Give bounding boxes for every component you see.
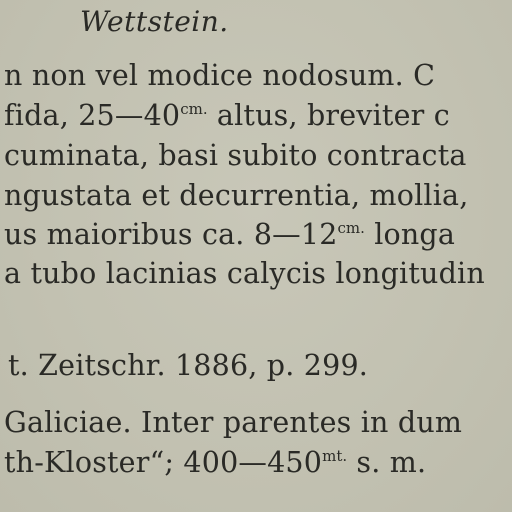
unit-superscript: cm. — [180, 100, 208, 118]
running-head-author: Wettstein. — [80, 5, 229, 38]
text-line-5 — [4, 218, 456, 251]
text-line-3: cuminata, basi subito contracta — [4, 139, 467, 172]
unit-superscript: mt. — [322, 447, 348, 465]
locality-line-2-main: th-Kloster“; 400—450 — [4, 446, 323, 479]
text-line-1: n non vel modice nodosum. C — [4, 59, 436, 92]
locality-line-2 — [4, 446, 427, 479]
text-line-2-main: fida, 25—40 — [4, 99, 181, 132]
unit-superscript: cm. — [337, 219, 365, 237]
locality-line-2-rest: s. m. — [347, 446, 427, 479]
text-line-4: ngustata et decurrentia, mollia, — [4, 179, 469, 212]
text-line-2 — [4, 99, 450, 132]
text-line-2-rest: altus, breviter c — [207, 99, 450, 132]
locality-line-1: Galiciae. Inter parentes in dum — [4, 406, 463, 439]
citation-line: t. Zeitschr. 1886, p. 299. — [8, 349, 369, 382]
text-line-5-main: us maioribus ca. 8—12 — [4, 218, 338, 251]
text-line-6: a tubo lacinias calycis longitudin — [4, 257, 485, 290]
text-line-5-rest: longa — [364, 218, 456, 251]
